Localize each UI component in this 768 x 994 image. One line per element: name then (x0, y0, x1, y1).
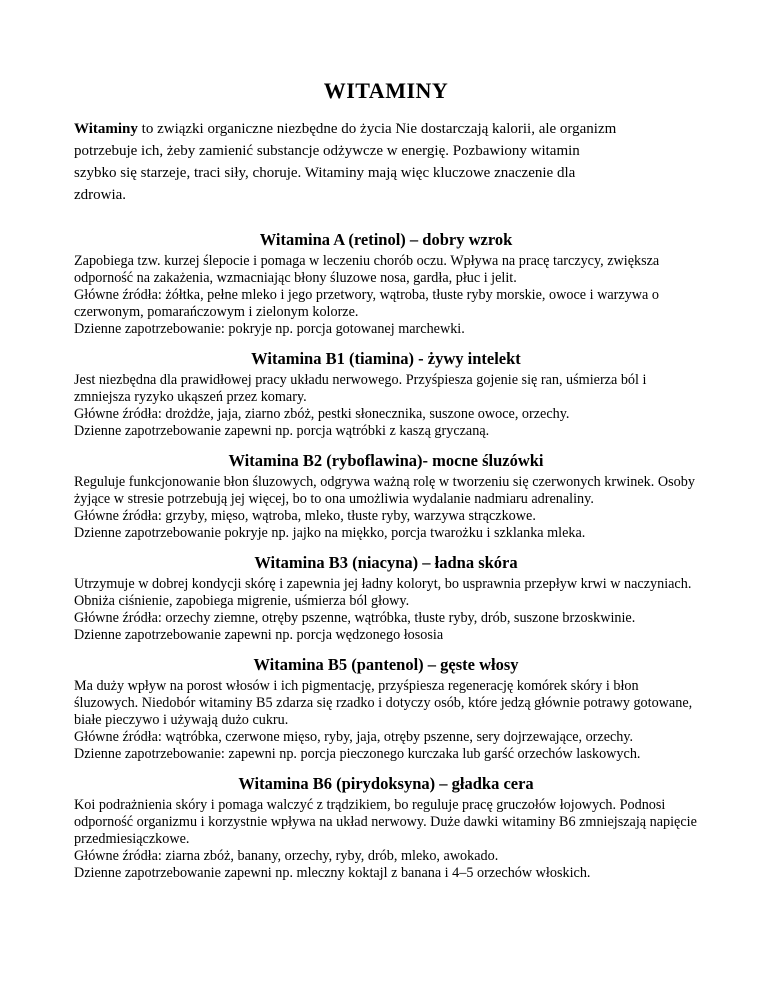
section-description: Zapobiega tzw. kurzej ślepocie i pomaga w leczeniu chorób oczu. Wpływa na pracę tarczycy, zwiększa odporność na zakażenia, wzmacniając błony śluzowe nosa, gardła, płuc i jelit. (74, 253, 660, 286)
section-description: Utrzymuje w dobrej kondycji skórę i zapewnia jej ładny koloryt, bo usprawnia przepływ krwi w naczyniach. Obniża ciśnienie, zapobiega migrenie, uśmierza ból głowy. (74, 576, 692, 609)
section-sources: Główne źródła: drożdże, jaja, ziarno zbóż, pestki słonecznika, suszone owoce, orzechy. (74, 406, 570, 422)
section-vitamin-b2 (74, 451, 698, 542)
section-sources: Główne źródła: ziarna zbóż, banany, orzechy, ryby, drób, mleko, awokado. (74, 848, 499, 864)
document-title: WITAMINY (323, 78, 449, 103)
section-heading: Witamina B5 (pantenol) – gęste włosy (253, 655, 519, 674)
section-vitamin-a (74, 230, 698, 338)
section-daily-need: Dzienne zapotrzebowanie: pokryje np. porcja gotowanej marchewki. (74, 321, 465, 337)
section-sources: Główne źródła: żółtka, pełne mleko i jego przetwory, wątroba, tłuste ryby morskie, owoce i warzywa o czerwonym, pomarańczowym i zielonym kolorze. (74, 287, 659, 320)
section-daily-need: Dzienne zapotrzebowanie: zapewni np. porcja pieczonego kurczaka lub garść orzechów laskowych. (74, 746, 641, 762)
vitamin-sections (74, 230, 698, 882)
intro-text: to związki organiczne niezbędne do życia Nie dostarczają kalorii, ale organizm potrzebuje ich, żeby zamienić substancje odżywcze w energię. Pozbawiony witamin szybko się starzeje, traci siły, choruje. Witaminy mają więc kluczowe znaczenie dla zdrowia. (74, 121, 617, 203)
section-sources: Główne źródła: grzyby, mięso, wątroba, mleko, tłuste ryby, warzywa strączkowe. (74, 508, 536, 524)
section-description: Jest niezbędna dla prawidłowej pracy układu nerwowego. Przyśpiesza gojenie się ran, uśmierza ból i zmniejsza ryzyko ukąszeń przez komary. (74, 372, 647, 405)
section-daily-need: Dzienne zapotrzebowanie zapewni np. mleczny koktajl z banana i 4–5 orzechów włoskich. (74, 865, 591, 881)
section-daily-need: Dzienne zapotrzebowanie zapewni np. porcja wątróbki z kaszą gryczaną. (74, 423, 490, 439)
section-sources: Główne źródła: wątróbka, czerwone mięso, ryby, jaja, otręby pszenne, sery dojrzewające, orzechy. (74, 729, 634, 745)
section-vitamin-b1 (74, 349, 698, 440)
section-heading: Witamina B6 (pirydoksyna) – gładka cera (238, 774, 534, 793)
section-vitamin-b5 (74, 655, 698, 763)
intro-paragraph (74, 118, 698, 206)
section-heading: Witamina B2 (ryboflawina)- mocne śluzówki (228, 451, 544, 470)
section-description: Koi podrażnienia skóry i pomaga walczyć z trądzikiem, bo reguluje pracę gruczołów łojowych. Podnosi odporność organizmu i korzystnie wpływa na układ nerwowy. Duże dawki witaminy B6 zmniejszają napięcie przedmiesiączkowe. (74, 797, 697, 847)
section-vitamin-b6 (74, 774, 698, 882)
section-daily-need: Dzienne zapotrzebowanie pokryje np. jajko na miękko, porcja twarożku i szklanka mleka. (74, 525, 586, 541)
section-heading: Witamina A (retinol) – dobry wzrok (259, 230, 513, 249)
section-heading: Witamina B1 (tiamina) - żywy intelekt (251, 349, 521, 368)
section-sources: Główne źródła: orzechy ziemne, otręby pszenne, wątróbka, tłuste ryby, drób, suszone brzoskwinie. (74, 610, 636, 626)
section-vitamin-b3 (74, 553, 698, 644)
section-daily-need: Dzienne zapotrzebowanie zapewni np. porcja wędzonego łososia (74, 627, 444, 643)
section-description: Reguluje funkcjonowanie błon śluzowych, odgrywa ważną rolę w tworzeniu się czerwonych krwinek. Osoby żyjące w stresie potrzebują jej więcej, bo to ona umożliwia wydalanie nadmiaru adrenaliny. (74, 474, 695, 507)
section-heading: Witamina B3 (niacyna) – ładna skóra (254, 553, 518, 572)
intro-term: Witaminy (74, 121, 138, 137)
section-description: Ma duży wpływ na porost włosów i ich pigmentację, przyśpiesza regenerację komórek skóry i błon śluzowych. Niedobór witaminy B5 zdarza się rzadko i dotyczy osób, które jedzą głównie potrawy gotowane, białe pieczywo i używają dużo cukru. (74, 678, 693, 728)
